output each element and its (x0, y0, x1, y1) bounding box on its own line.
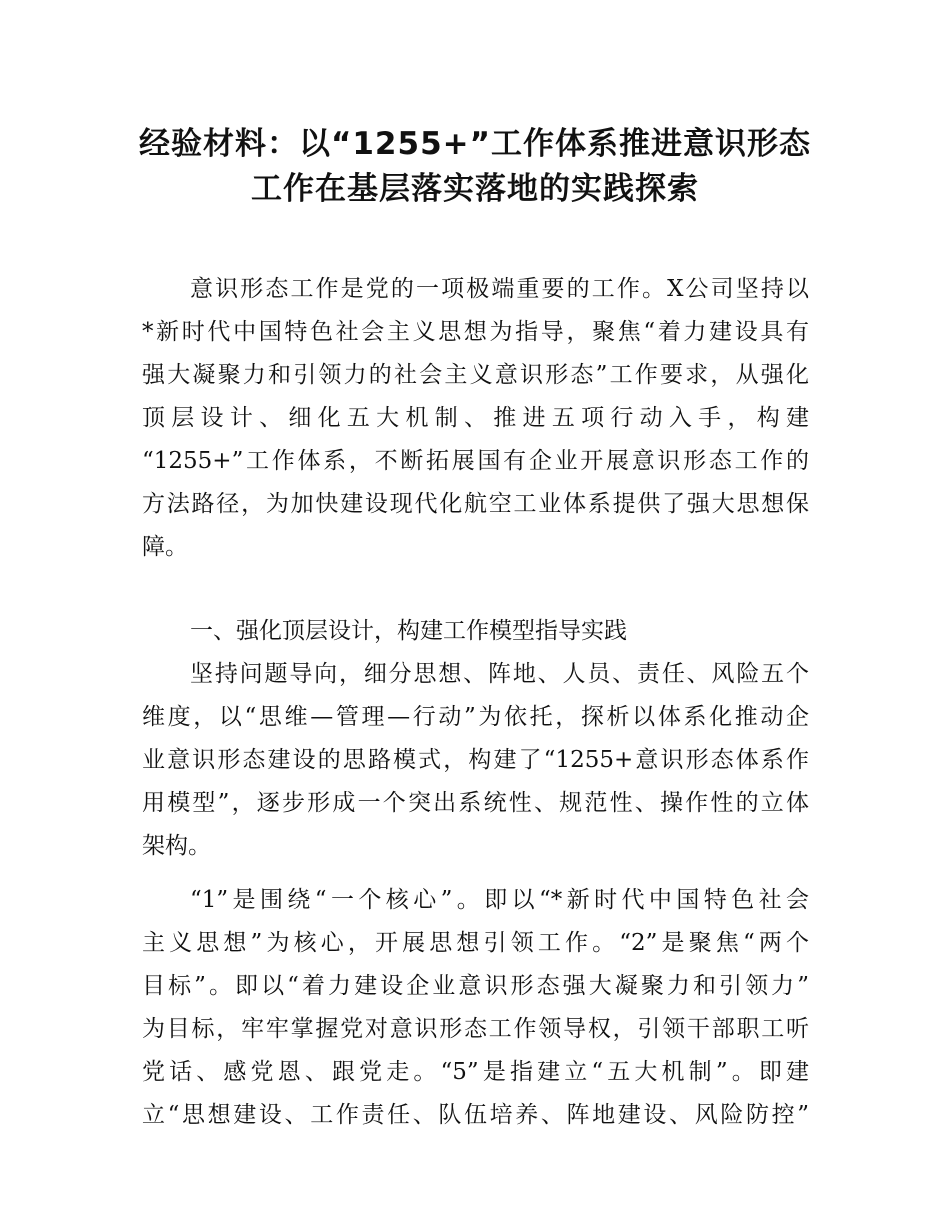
text-line: 业意识形态建设的思路模式，构建了“1255+意识形态体系作 (142, 747, 809, 773)
text-line: 主义思想”为核心，开展思想引领工作。“2”是聚焦“两个 (142, 930, 809, 956)
text-line: 意识形态工作是党的一项极端重要的工作。X公司坚持以 (190, 276, 809, 302)
text-line: 架构。 (142, 833, 211, 859)
paragraph-1255-explained (142, 879, 809, 1137)
paragraph-intro (142, 268, 809, 569)
text-line: “1”是围绕“一个核心”。即以“*新时代中国特色社会 (190, 887, 809, 913)
heading-line: 一、强化顶层设计，构建工作模型指导实践 (190, 618, 627, 644)
text-line: 坚持问题导向，细分思想、阵地、人员、责任、风险五个 (190, 661, 809, 687)
text-line: “1255+”工作体系，不断拓展国有企业开展意识形态工作的 (142, 448, 809, 474)
text-line: 强大凝聚力和引领力的社会主义意识形态”工作要求，从强化 (142, 362, 809, 388)
document-title-line-2: 工作在基层落实落地的实践探索 (251, 171, 699, 207)
text-line: 维度，以“思维—管理—行动”为依托，探析以体系化推动企 (142, 704, 809, 730)
text-line: 障。 (142, 534, 188, 560)
text-line: 为目标，牢牢掌握党对意识形态工作领导权，引领干部职工听 (142, 1016, 809, 1042)
text-line: 党话、感党恩、跟党走。“5”是指建立“五大机制”。即建 (142, 1059, 809, 1085)
section-heading-1 (142, 610, 809, 653)
paragraph-model (142, 653, 809, 868)
text-line: 方法路径，为加快建设现代化航空工业体系提供了强大思想保 (142, 491, 809, 517)
text-line: 目标”。即以“着力建设企业意识形态强大凝聚力和引领力” (142, 973, 809, 999)
text-line: *新时代中国特色社会主义思想为指导，聚焦“着力建设具有 (142, 319, 809, 345)
text-line: 用模型”，逐步形成一个突出系统性、规范性、操作性的立体 (142, 790, 809, 816)
text-line: 顶层设计、细化五大机制、推进五项行动入手，构建 (142, 405, 809, 431)
document-title-line-1: 经验材料：以“1255+”工作体系推进意识形态 (138, 126, 811, 162)
text-line: 立“思想建设、工作责任、队伍培养、阵地建设、风险防控” (142, 1102, 809, 1128)
document-body (142, 268, 809, 1137)
